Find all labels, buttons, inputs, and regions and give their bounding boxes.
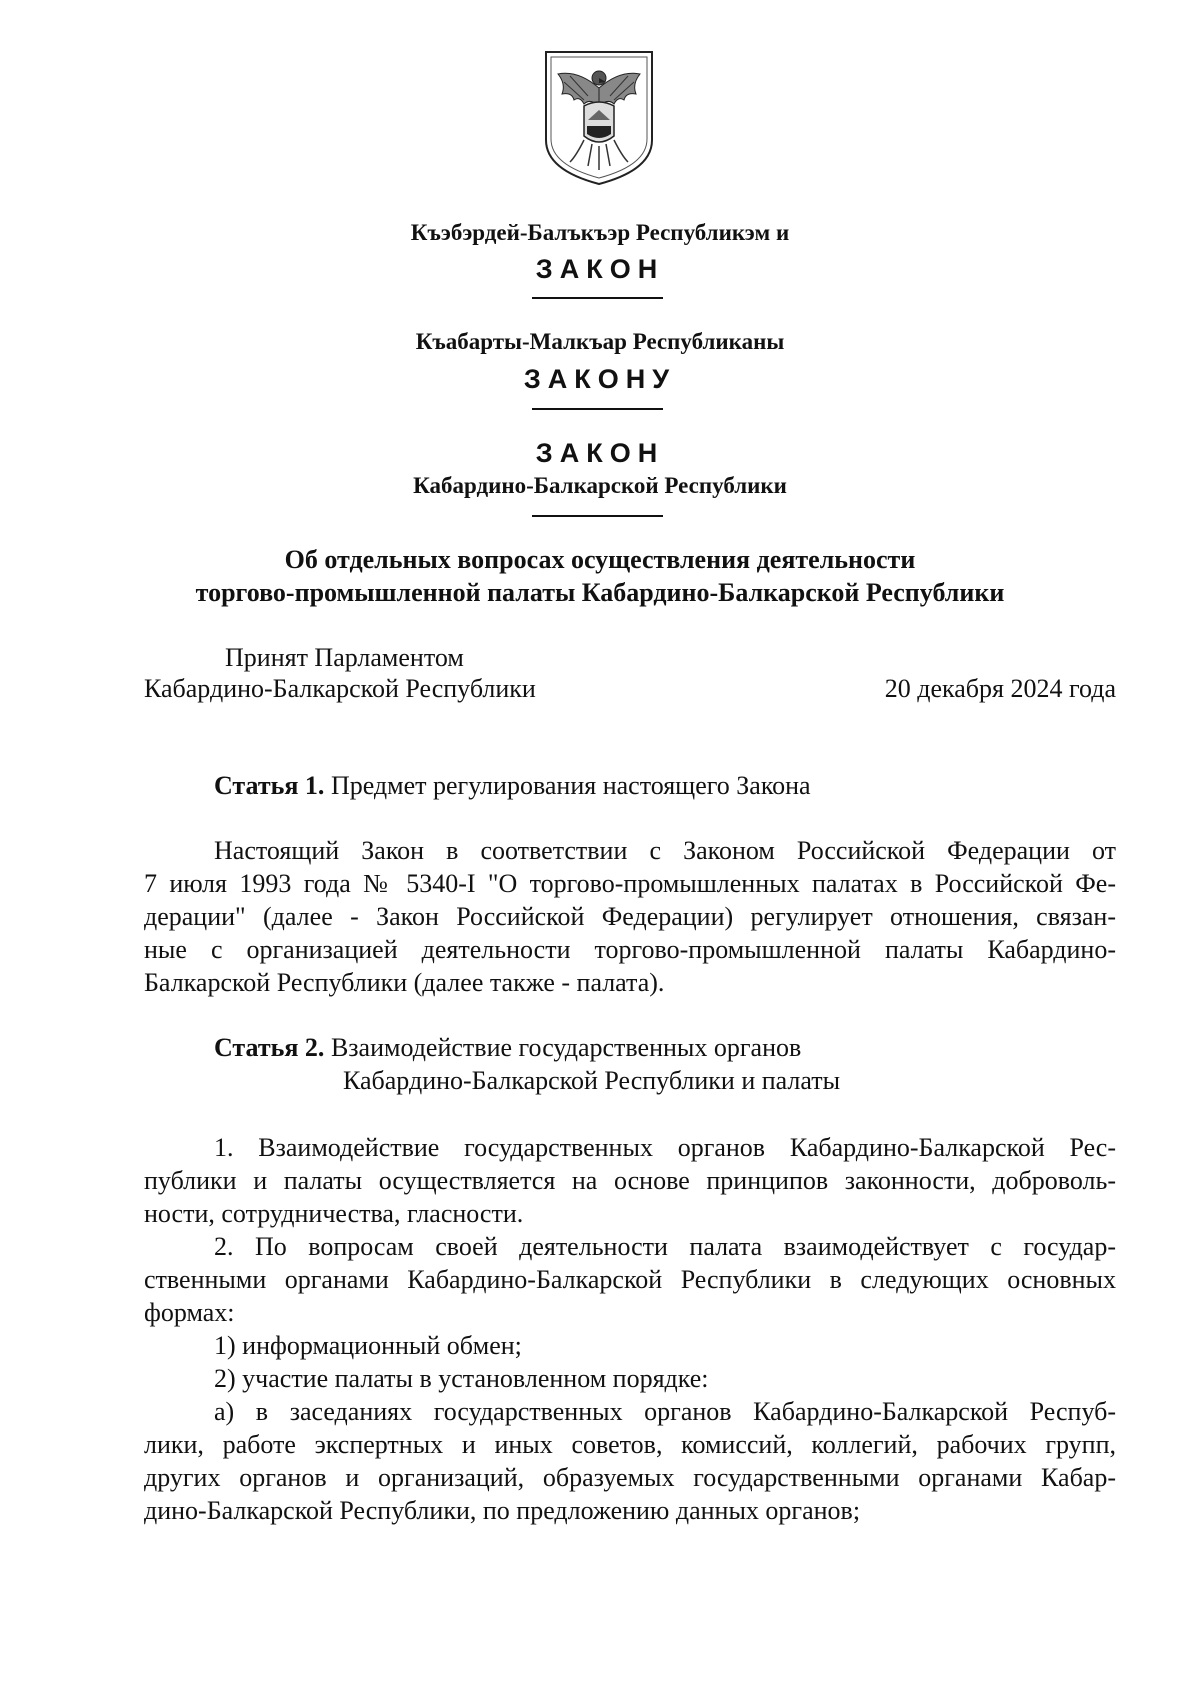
article-1-line-1: Настоящий Закон в соответствии с Законом Российской Федерации от [214, 836, 1116, 865]
article-2-p2-line-1: 2. По вопросам своей деятельности палата взаимодействует с государ- [214, 1232, 1116, 1261]
article-2-heading [214, 1033, 801, 1063]
article-2-label: Статья 2. [214, 1033, 325, 1062]
article-1-heading [214, 771, 811, 801]
article-2-item-1: 1) информационный обмен; [214, 1331, 522, 1360]
header-balkar-line: Къабарты-Малкъар Республиканы [415, 329, 785, 354]
article-2-heading-line-1: Взаимодействие государственных органов [330, 1033, 802, 1062]
article-2-p1-line-3: ности, сотрудничества, гласности. [144, 1199, 524, 1228]
article-1-line-2: 7 июля 1993 года № 5340-I "О торгово-промышленных палатах в Российской Фе- [144, 869, 1116, 898]
header-divider-1 [532, 297, 663, 299]
law-title-line-2: торгово-промышленной палаты Кабардино-Балкарской Республики [195, 578, 1005, 607]
article-2-heading-line-2: Кабардино-Балкарской Республики и палаты [343, 1066, 841, 1095]
article-2-p2-line-2: ственными органами Кабардино-Балкарской Республики в следующих основных [144, 1265, 1116, 1294]
article-1-line-4: ные с организацией деятельности торгово-промышленной палаты Кабардино- [144, 935, 1116, 964]
adoption-line-2: Кабардино-Балкарской Республики [144, 674, 536, 703]
header-divider-2 [532, 408, 663, 410]
article-2-item-a-line-2: лики, работе экспертных и иных советов, комиссий, коллегий, рабочих групп, [144, 1430, 1116, 1459]
article-1-heading-text: Предмет регулирования настоящего Закона [330, 771, 811, 800]
adoption-date: 20 декабря 2024 года [884, 674, 1116, 703]
article-1-line-5: Балкарской Республики (далее также - палата). [144, 968, 665, 997]
header-balkar-word: ЗАКОНУ [523, 364, 677, 394]
article-2-item-2: 2) участие палаты в установленном порядке: [214, 1364, 709, 1393]
article-2-p1-line-2: публики и палаты осуществляется на основе принципов законности, доброволь- [144, 1166, 1116, 1195]
article-2-p2-line-3: формах: [144, 1298, 235, 1327]
header-kabardian-word: ЗАКОН [535, 254, 665, 284]
header-kabardian-line: Къэбэрдей-Балъкъэр Республикэм и [410, 220, 790, 245]
header-russian-line: Кабардино-Балкарской Республики [413, 473, 787, 498]
adoption-line-1: Принят Парламентом [225, 643, 464, 672]
article-2-p1-line-1: 1. Взаимодействие государственных органов Кабардино-Балкарской Рес- [214, 1133, 1116, 1162]
header-divider-3 [532, 515, 663, 517]
article-2-item-a-line-4: дино-Балкарской Республики, по предложению данных органов; [144, 1496, 861, 1525]
law-title-line-1: Об отдельных вопросах осуществления деятельности [284, 545, 916, 574]
article-2-item-a-line-3: других органов и организаций, образуемых государственными органами Кабар- [144, 1463, 1116, 1492]
article-1-label: Статья 1. [214, 771, 325, 800]
article-2-item-a-line-1: а) в заседаниях государственных органов Кабардино-Балкарской Респуб- [214, 1397, 1116, 1426]
article-1-line-3: дерации" (далее - Закон Российской Федерации) регулирует отношения, связан- [144, 902, 1116, 931]
coat-of-arms-emblem [540, 48, 658, 188]
header-russian-word: ЗАКОН [535, 438, 665, 468]
